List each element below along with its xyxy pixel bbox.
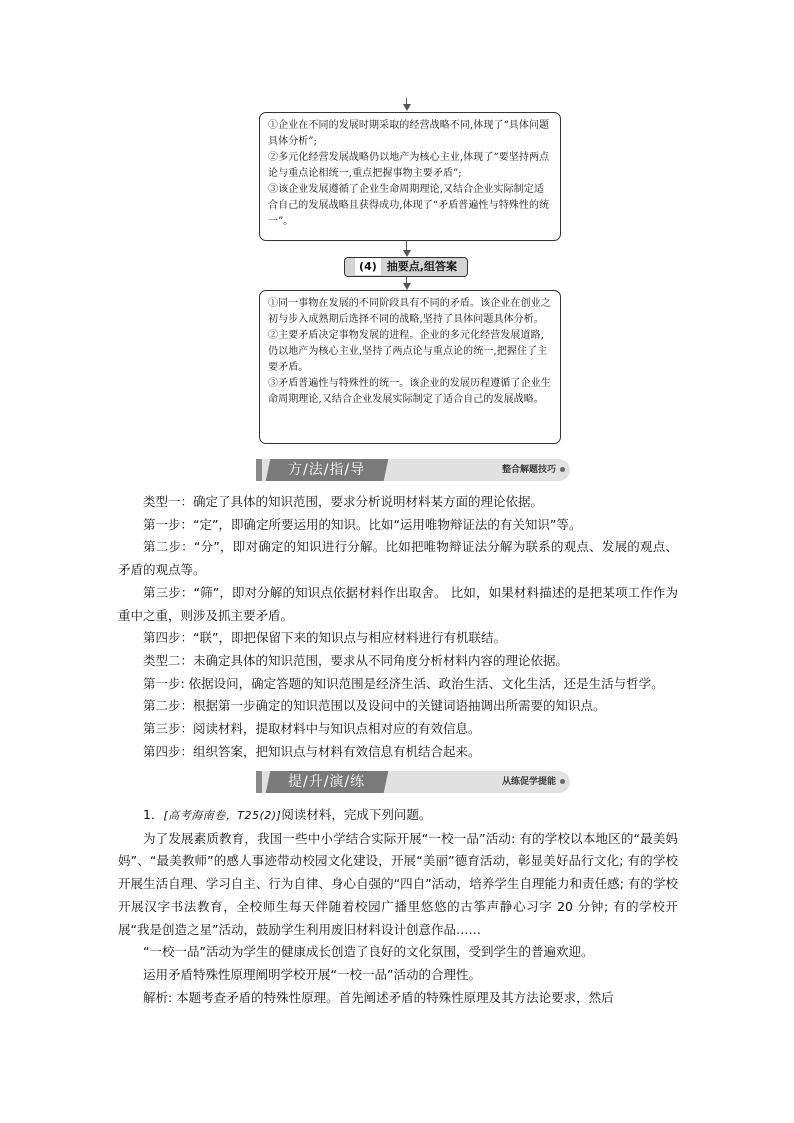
flow-arrow-stem xyxy=(406,241,407,250)
section-banner-methods xyxy=(256,459,570,481)
answer-line: ③矛盾普遍性与特殊性的统一。该企业的发展历程遵循了企业生命周期理论,又结合企业发展实际制定了适合自己的发展战略。 xyxy=(268,378,551,405)
method-paragraph: 第二步：根据第一步确定的知识范围以及设问中的关键词语抽调出所需要的知识点。 xyxy=(143,698,606,714)
question-number: 1． xyxy=(143,807,164,822)
practice-text xyxy=(118,804,678,1009)
analysis-line: ③该企业发展遵循了企业生命周期理论,又结合企业实际制定适合自己的发展战略且获得成功,体现了“矛盾普遍性与特殊性的统一”。 xyxy=(268,184,550,227)
method-paragraph: 类型二：未确定具体的知识范围，要求从不同角度分析材料内容的理论依据。 xyxy=(143,652,569,668)
analysis-line: ②多元化经营发展战略仍以地产为核心主业,体现了“要坚持两点论与重点论相统一,重点把握事物主要矛盾”; xyxy=(268,152,550,179)
banner-title: 方/法/指/导 xyxy=(266,459,389,481)
analysis-paragraph: 解析: 本题考查矛盾的特殊性原理。首先阐述矛盾的特殊性原理及其方法论要求，然后 xyxy=(143,989,614,1005)
banner-title: 提/升/演/练 xyxy=(266,771,389,793)
method-paragraph: 第一步：“定”，即确定所要运用的知识。比如“运用唯物辩证法的有关知识”等。 xyxy=(143,516,582,532)
answer-line: ②主要矛盾决定事物发展的进程。企业的多元化经营发展道路,仍以地产为核心主业,坚持了两点论与重点论的统一,把握住了主要矛盾。 xyxy=(268,330,548,373)
step-4-label xyxy=(344,257,468,277)
methods-text xyxy=(118,491,678,763)
step-number: (4) xyxy=(355,258,381,275)
flow-arrow-down-icon xyxy=(403,283,411,290)
answer-box xyxy=(259,290,561,444)
method-paragraph: 第三步：“筛”，即对分解的知识点依据材料作出取舍。 比如，如果材料描述的是把某项工作作为重中之重，则涉及抓主要矛盾。 xyxy=(118,584,678,623)
answer-line: ①同一事物在发展的不同阶段具有不同的矛盾。该企业在创业之初与步入成熟期后选择不同的战略,坚持了具体问题具体分析。 xyxy=(268,298,551,325)
analysis-line: ①企业在不同的发展时期采取的经营战略不同,体现了“具体问题具体分析”; xyxy=(268,120,550,147)
source-tag: [高考海南卷，T25(2)] xyxy=(163,809,282,822)
flow-arrow-down-icon xyxy=(403,104,411,111)
task-paragraph: 运用矛盾特殊性原理阐明学校开展“一校一品”活动的合理性。 xyxy=(143,966,481,982)
step-title: 抽要点,组答案 xyxy=(386,260,457,273)
banner-subtitle: 从练促学提能 xyxy=(501,777,556,787)
method-paragraph: 第三步：阅读材料，提取材料中与知识点相对应的有效信息。 xyxy=(143,721,481,737)
banner-subtitle: 整合解题技巧 xyxy=(501,465,556,475)
method-paragraph: 第四步：组织答案，把知识点与材料有效信息有机结合起来。 xyxy=(143,743,481,759)
question-line xyxy=(118,804,678,828)
section-banner-practice xyxy=(256,771,570,793)
analysis-box-1 xyxy=(259,112,561,241)
material-paragraph: 为了发展素质教育，我国一些中小学结合实际开展“一校一品”活动: 有的学校以本地区的“最美妈妈”、“最美教师”的感人事迹带动校园文化建设，开展“美丽”德育活动，彰显美好品行文化; 有的学校开展生活自理、学习自主、行为自律、身心自强的“四自”活动，培养学生自理能力和责任感; 有的学校开展汉字书法教育，全校师生每天伴随着校园广播里悠悠的古筝声静心习字 20 分钟; 有的学校开展“我是创造之星”活动，鼓励学生利用废旧材料设计创意作品…… xyxy=(118,830,678,937)
flow-arrow-down-icon xyxy=(403,250,411,257)
method-paragraph: 第一步: 依据设问，确定答题的知识范围是经济生活、政治生活、文化生活，还是生活与哲学。 xyxy=(143,675,664,691)
method-paragraph: 第二步：“分”，即对确定的知识进行分解。比如把唯物辩证法分解为联系的观点、发展的观点、矛盾的观点等。 xyxy=(118,539,678,578)
question-prompt: 阅读材料，完成下列问题。 xyxy=(281,807,432,822)
dot-icon xyxy=(560,779,565,784)
dot-icon xyxy=(560,467,565,472)
method-paragraph: 第四步：“联”，即把保留下来的知识点与相应材料进行有机联结。 xyxy=(143,630,506,646)
method-paragraph: 类型一：确定了具体的知识范围，要求分析说明材料某方面的理论依据。 xyxy=(143,494,544,509)
material-paragraph: “一校一品”活动为学生的健康成长创造了良好的文化氛围，受到学生的普遍欢迎。 xyxy=(143,944,594,960)
